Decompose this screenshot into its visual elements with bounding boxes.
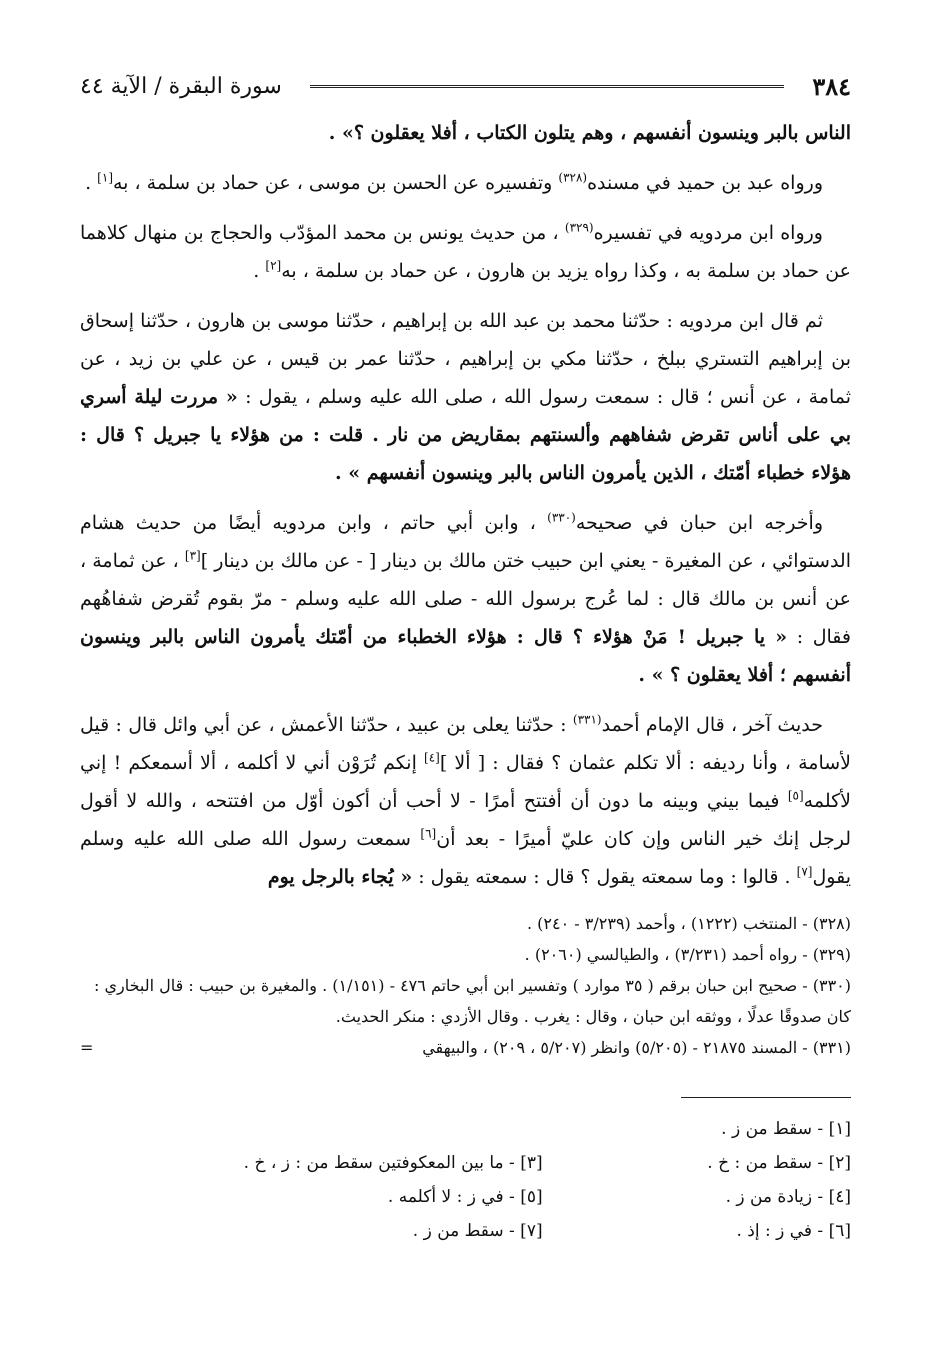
note-ref: [٧]	[796, 864, 813, 879]
text: . قالوا : وما سمعته يقول ؟ قال : سمعته يقول :	[412, 866, 797, 888]
notes-separator	[681, 1097, 851, 1098]
hadith-quote: « يُجاء بالرجل يوم	[267, 866, 413, 888]
collation-note: [٧] - سقط من ز .	[412, 1221, 543, 1241]
text: ، وابن أبي حاتم ، وابن مردويه أيضًا من حديث هشام الدستوائي ، عن المغيرة - يعني ابن حبيب ختن مالك بن دينار [ - عن مالك بن دينار ]	[80, 512, 851, 572]
hadith-quote: « مررت ليلة أسري بي على أناس تقرض شفاههم وألسنتهم بمقاريض من نار . قلت : من هؤلاء يا جبريل ؟ قال : هؤلاء خطباء أمّتك ، الذين يأمرون الناس بالبر وينسون أنفسهم » .	[80, 386, 851, 484]
footnote	[80, 1032, 851, 1063]
collation-note: [١] - سقط من ز .	[721, 1119, 851, 1139]
note-ref: [٦]	[420, 826, 437, 841]
surah-title: سورة البقرة / الآية ٤٤	[80, 73, 282, 99]
paragraph-5	[80, 504, 851, 694]
footnote-ref: (٣٣١)	[572, 712, 602, 727]
text: وتفسيره عن الحسن بن موسى ، عن حماد بن سلمة ، به	[113, 172, 559, 194]
hadith-quote: « يا جبريل ! مَنْ هؤلاء ؟ قال : هؤلاء الخطباء من أمّتك يأمرون الناس بالبر وينسون أنفسهم ؛ أفلا يعقلون ؟ » .	[80, 626, 851, 686]
paragraph-1: الناس بالبر وينسون أنفسهم ، وهم يتلون الكتاب ، أفلا يعقلون ؟» .	[328, 122, 851, 144]
text: ورواه عبد بن حميد في مسنده	[587, 172, 823, 194]
continuation-mark: =	[80, 1038, 94, 1057]
collation-note: [٣] - ما بين المعكوفتين سقط من : ز ، خ .	[243, 1153, 543, 1173]
text: ، عن ثمامة ، عن أنس بن مالك قال : لما عُرج برسول الله - صلى الله عليه وسلم - مرّ بقوم تُقرض شفاهُهم فقال :	[80, 550, 851, 648]
paragraph-2	[80, 164, 851, 202]
text: ثم قال ابن مردويه : حدّثنا محمد بن عبد الله بن إبراهيم ، حدّثنا موسى بن هارون ، حدّثنا إسحاق بن إبراهيم التستري ببلخ ، حدّثنا مكي بن إبراهيم ، حدّثنا عمر بن قيس ، عن علي بن زيد ، عن ثمامة ، عن أنس ؛ قال : سمعت رسول الله ، صلى الله عليه وسلم ، يقول :	[80, 310, 851, 408]
page-header	[80, 58, 851, 114]
page-number: ٣٨٤	[812, 71, 851, 101]
collation-note: [٥] - في ز : لا أكلمه .	[387, 1187, 543, 1207]
footnote: (٣٣٠) - صحيح ابن حبان برقم ( ٣٥ موارد ) وتفسير ابن أبي حاتم ٤٧٦ - (١/١٥١) . والمغيرة بن حبيب : قال البخاري : كان صدوقًا عدلًا ، ووثقه ابن حبان ، وقال : يغرب . وقال الأزدي : منكر الحديث.	[93, 976, 851, 1026]
text: إنكم تُرَوْن أني لا أكلمه ، ألا أسمعكم ! إني لأكلمه	[80, 752, 851, 812]
footnote-ref: (٣٢٩)	[564, 220, 594, 235]
text: سمعت رسول الله صلى الله عليه وسلم يقول	[80, 828, 851, 888]
collation-note: [٦] - في ز : إذ .	[736, 1221, 851, 1241]
paragraph-3	[80, 214, 851, 290]
note-ref: [٥]	[787, 788, 804, 803]
text: : حدّثنا يعلى بن عبيد ، حدّثنا الأعمش ، عن أبي وائل قال : قيل لأسامة ، وأنا رديفه : ألا تكلم عثمان ؟ فقال : [ ألا ]	[80, 714, 851, 774]
text: فيما بيني وبينه ما دون أن أفتتح أمرًا - لا أحب أن أكون أوّل من افتتحه ، والله لا أقول لرجل إنك خير الناس وإن كان عليّ أميرًا - بعد أن	[80, 790, 851, 850]
note-ref: [١]	[97, 170, 113, 185]
footnote: (٣٢٩) - رواه أحمد (٣/٢٣١) ، والطيالسي (٢٠٦٠) .	[524, 945, 851, 964]
text: حديث آخر ، قال الإمام أحمد	[601, 714, 823, 736]
note-ref: [٢]	[265, 258, 282, 273]
footnote-text: (٣٣١) - المسند ٢١٨٧٥ - (٥/٢٠٥) وانظر (٥/٢٠٧ ، ٢٠٩) ، والبيهقي	[422, 1038, 851, 1057]
footnotes	[80, 908, 851, 1063]
footnote-ref: (٣٣٠)	[547, 510, 576, 525]
collation-note	[80, 1112, 543, 1146]
main-text	[80, 114, 851, 896]
note-ref: [٤]	[424, 750, 440, 765]
text: .	[253, 260, 266, 282]
text: وأخرجه ابن حبان في صحيحه	[575, 512, 823, 534]
header-rule	[310, 85, 785, 88]
paragraph-4	[80, 302, 851, 492]
footnote: (٣٢٨) - المنتخب (١٢٢٢) ، وأحمد (٣/٢٣٩ - ٢٤٠) .	[527, 914, 851, 933]
text: ورواه ابن مردويه في تفسيره	[593, 222, 823, 244]
collation-note: [٢] - سقط من : خ .	[707, 1153, 851, 1173]
collation-column-right	[543, 1112, 851, 1248]
collation-notes	[80, 1112, 851, 1248]
text: .	[85, 172, 98, 194]
collation-note: [٤] - زيادة من ز .	[725, 1187, 851, 1207]
text: ، من حديث يونس بن محمد المؤدّب والحجاج بن منهال كلاهما عن حماد بن سلمة به ، وكذا رواه يزيد بن هارون ، عن حماد بن سلمة ، به	[80, 222, 851, 282]
paragraph-6	[80, 706, 851, 896]
note-ref: [٣]	[184, 548, 201, 563]
collation-column-left	[80, 1112, 543, 1248]
footnote-ref: (٣٢٨)	[558, 170, 588, 185]
